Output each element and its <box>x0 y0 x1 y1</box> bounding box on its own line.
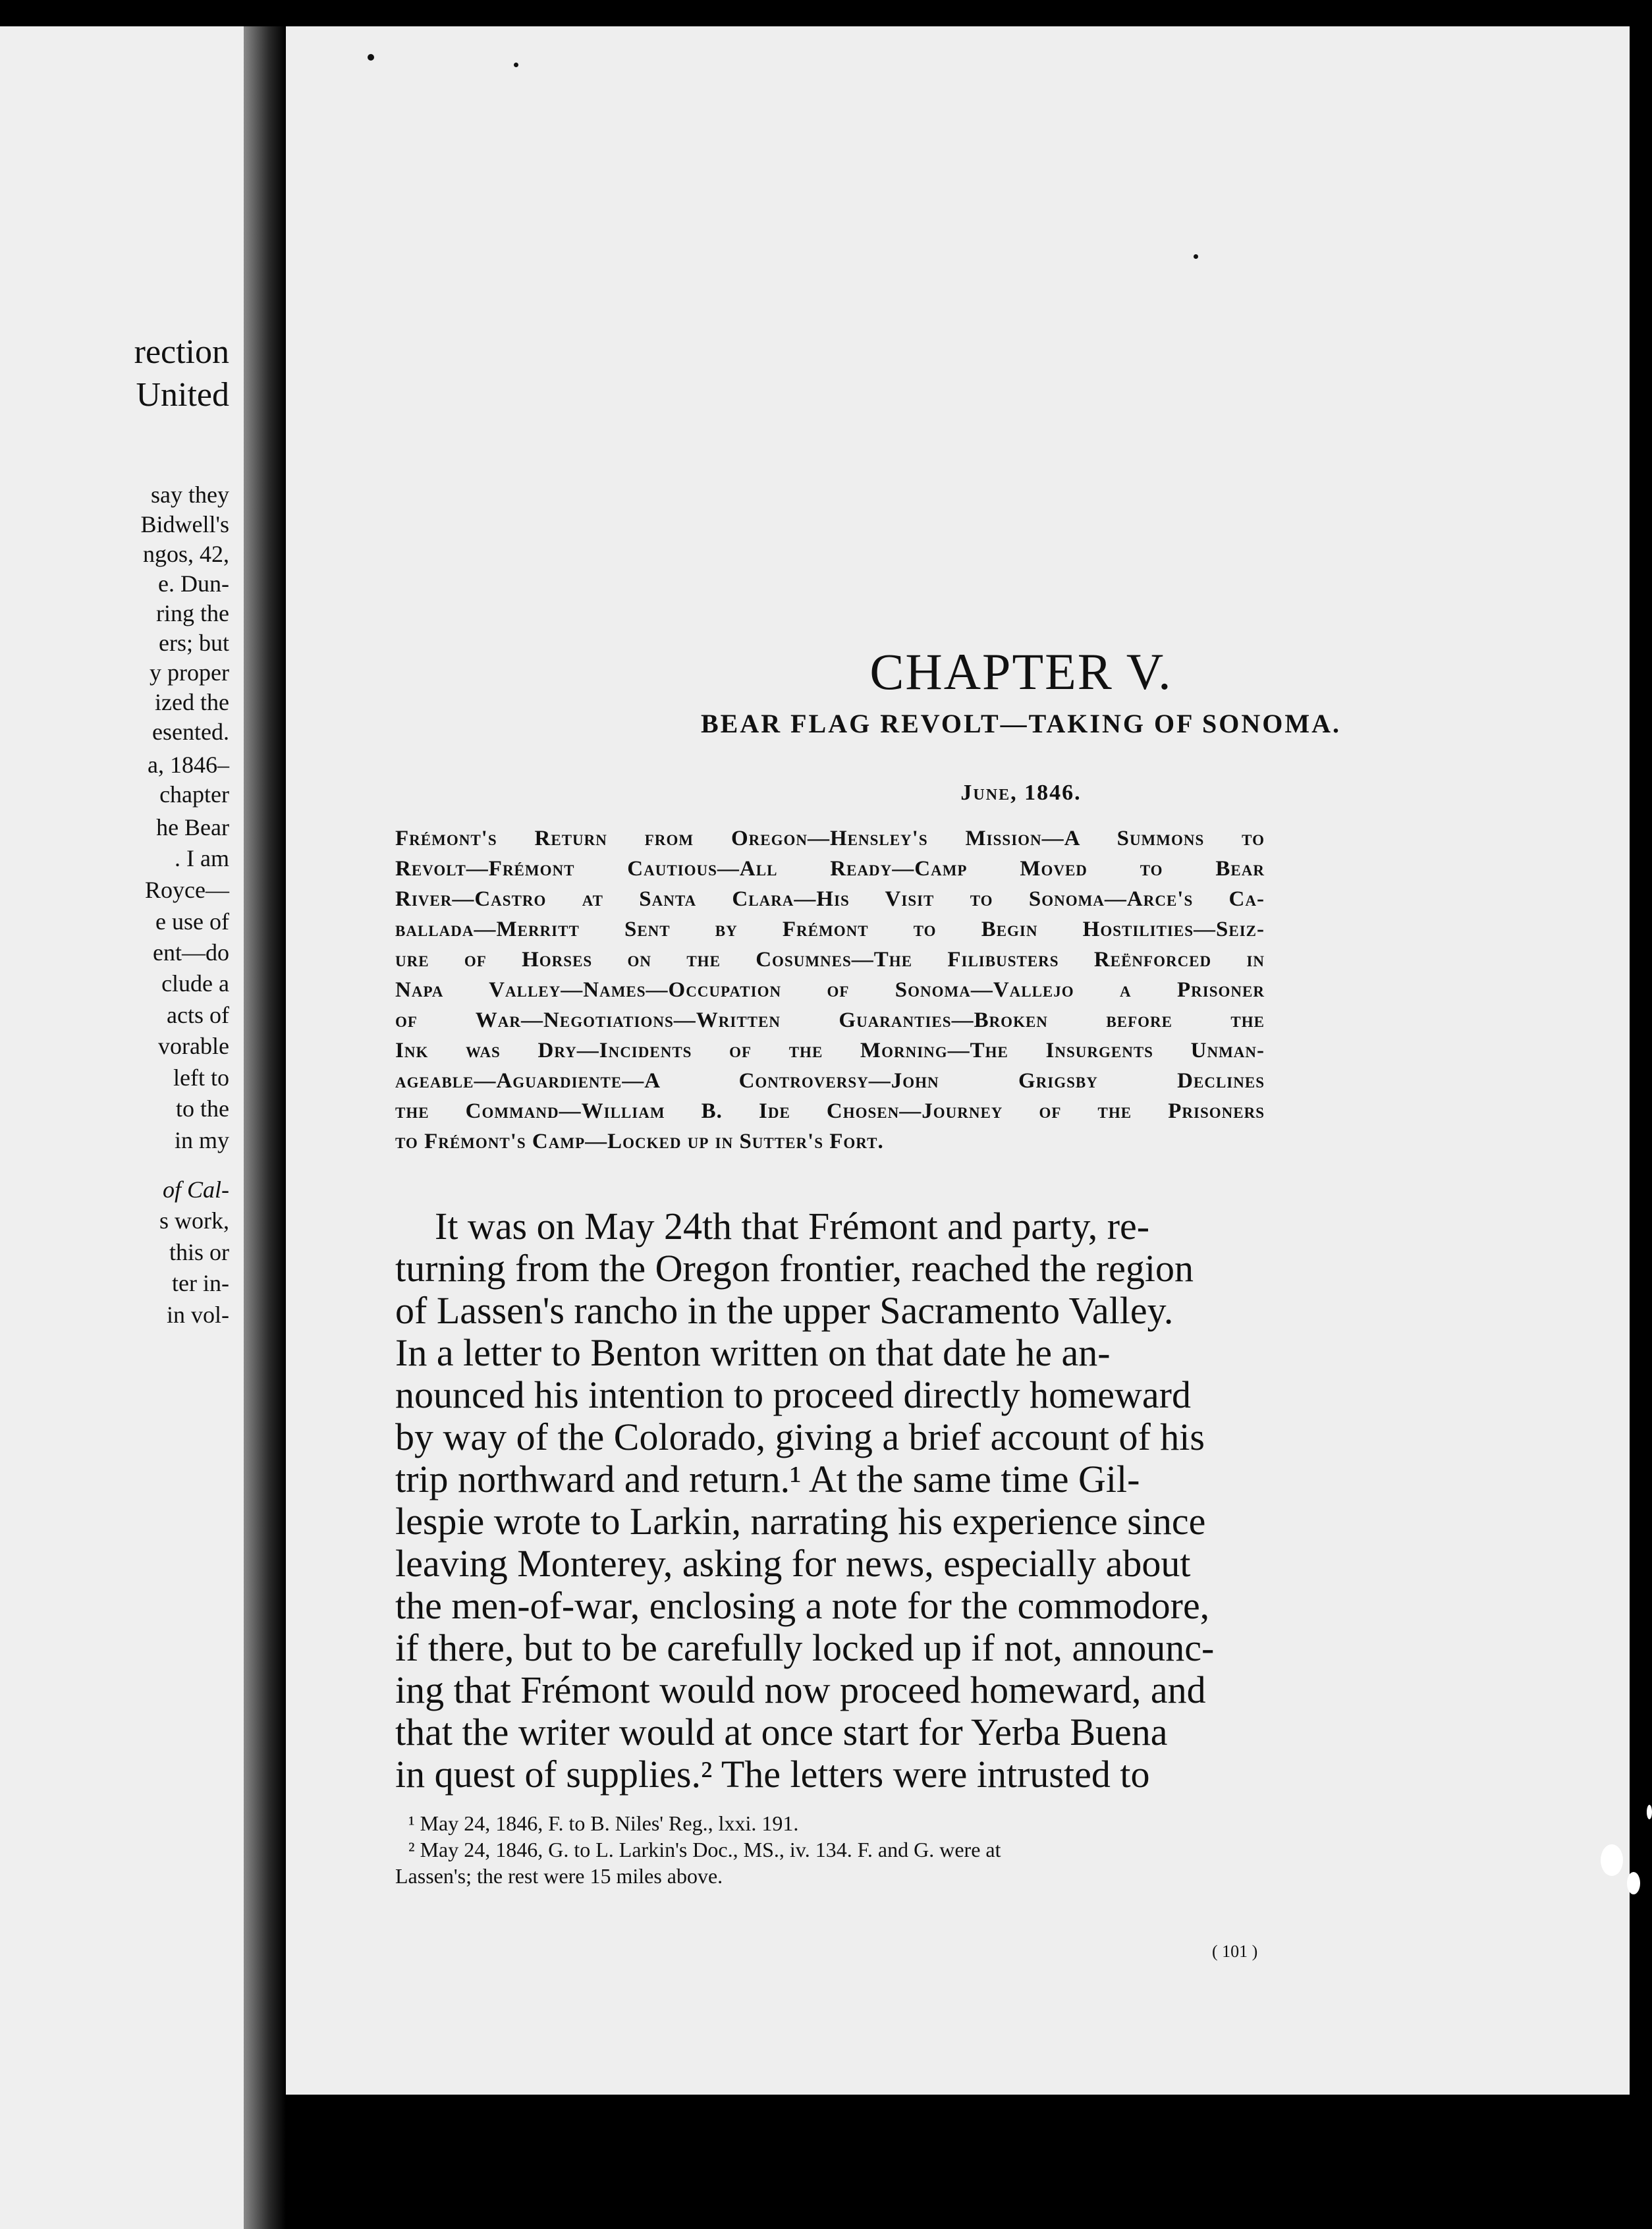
footnotes <box>395 1810 1271 1889</box>
left-text-line: acts of <box>167 1002 229 1028</box>
scan-speck <box>1627 1872 1640 1894</box>
synopsis-line: ure of Horses on the Cosumnes—The Filibusters Reënforced in <box>395 948 1265 972</box>
body-line: the men-of-war, enclosing a note for the commodore, <box>395 1584 1210 1627</box>
body-line: turning from the Oregon frontier, reached the region <box>395 1247 1194 1290</box>
synopsis-line: of War—Negotiations—Written Guaranties—Broken before the <box>395 1008 1265 1032</box>
left-text-line: of Cal- <box>162 1176 229 1203</box>
left-heading-line: United <box>136 376 229 414</box>
left-page-text-fragment <box>0 0 244 1383</box>
body-line: lespie wrote to Larkin, narrating his experience since <box>395 1500 1206 1543</box>
body-line: ing that Frémont would now proceed homeward, and <box>395 1668 1206 1711</box>
body-line: nounced his intention to proceed directly homeward <box>395 1373 1191 1416</box>
left-text-line: ring the <box>156 600 229 626</box>
synopsis-line: ballada—Merritt Sent by Frémont to Begin Hostilities—Seiz- <box>395 918 1265 941</box>
book-gutter <box>244 26 286 2229</box>
left-text-line: e. Dun- <box>158 570 229 597</box>
body-line: by way of the Colorado, giving a brief account of his <box>395 1416 1205 1458</box>
synopsis-line: Ink was Dry—Incidents of the Morning—The Insurgents Unman- <box>395 1039 1265 1062</box>
body-line: trip northward and return.¹ At the same time Gil- <box>395 1458 1140 1500</box>
left-text-line: chapter <box>159 781 229 808</box>
synopsis-line: ageable—Aguardiente—A Controversy—John Grigsby Declines <box>395 1069 1265 1093</box>
left-text-line: Bidwell's <box>140 511 229 537</box>
left-text-line: left to <box>173 1064 229 1091</box>
chapter-subtitle: BEAR FLAG REVOLT—TAKING OF SONOMA. <box>700 709 1342 738</box>
left-text-line: ngos, 42, <box>142 541 229 567</box>
left-text-line: esented. <box>152 719 229 745</box>
left-text-line: in vol- <box>167 1302 229 1328</box>
scan-speck <box>1194 254 1198 259</box>
left-text-line: s work, <box>159 1207 229 1234</box>
left-text-line: a, 1846– <box>148 752 229 778</box>
body-line: It was on May 24th that Frémont and party, re- <box>435 1205 1150 1248</box>
footnote-line: ² May 24, 1846, G. to L. Larkin's Doc., MS., iv. 134. F. and G. were at <box>408 1838 1001 1861</box>
body-line: that the writer would at once start for Yerba Buena <box>395 1711 1168 1753</box>
body-line: leaving Monterey, asking for news, especially about <box>395 1542 1191 1585</box>
left-text-line: clude a <box>161 970 229 997</box>
footnote-line: Lassen's; the rest were 15 miles above. <box>395 1864 723 1888</box>
synopsis-line: the Command—William B. Ide Chosen—Journey of the Prisoners <box>395 1099 1265 1123</box>
left-text-line: . I am <box>175 845 229 871</box>
left-text-line: ter in- <box>172 1270 229 1296</box>
left-text-line: y proper <box>150 659 229 686</box>
left-text-line: Royce— <box>145 877 229 903</box>
scan-speck <box>514 63 518 67</box>
synopsis-line: Frémont's Return from Oregon—Hensley's Mission—A Summons to <box>395 827 1265 850</box>
left-text-line: ent—do <box>153 939 229 966</box>
chapter-body <box>395 1205 1271 1796</box>
scan-speck <box>368 54 374 61</box>
body-line: in quest of supplies.² The letters were intrusted to <box>395 1753 1150 1796</box>
left-text-line: say they <box>151 482 229 508</box>
left-heading-line: rection <box>134 333 229 371</box>
left-text-line: in my <box>174 1127 229 1153</box>
synopsis-line: River—Castro at Santa Clara—His Visit to Sonoma—Arce's Ca- <box>395 887 1265 911</box>
scan-speck <box>1647 1805 1652 1819</box>
left-text-line: e use of <box>155 908 229 935</box>
left-text-line: he Bear <box>156 814 229 840</box>
left-text-line: ized the <box>155 689 229 715</box>
synopsis-line: to Frémont's Camp—Locked up in Sutter's Fort. <box>395 1130 884 1153</box>
chapter-title: CHAPTER V. <box>869 643 1172 700</box>
left-text-line: to the <box>176 1095 229 1122</box>
body-line: In a letter to Benton written on that date he an- <box>395 1331 1111 1374</box>
chapter-date: June, 1846. <box>960 781 1082 805</box>
scan-speck <box>1601 1844 1623 1876</box>
page-number: ( 101 ) <box>1212 1942 1258 1961</box>
footnote-line: ¹ May 24, 1846, F. to B. Niles' Reg., lxxi. 191. <box>408 1811 799 1835</box>
body-line: of Lassen's rancho in the upper Sacramento Valley. <box>395 1289 1174 1332</box>
synopsis-line: Napa Valley—Names—Occupation of Sonoma—Vallejo a Prisoner <box>395 978 1265 1002</box>
left-text-line: this or <box>169 1239 229 1265</box>
body-line: if there, but to be carefully locked up if not, announc- <box>395 1626 1215 1669</box>
synopsis-line: Revolt—Frémont Cautious—All Ready—Camp Moved to Bear <box>395 857 1265 881</box>
left-text-line: ers; but <box>159 630 229 656</box>
left-text-line: vorable <box>158 1033 229 1059</box>
